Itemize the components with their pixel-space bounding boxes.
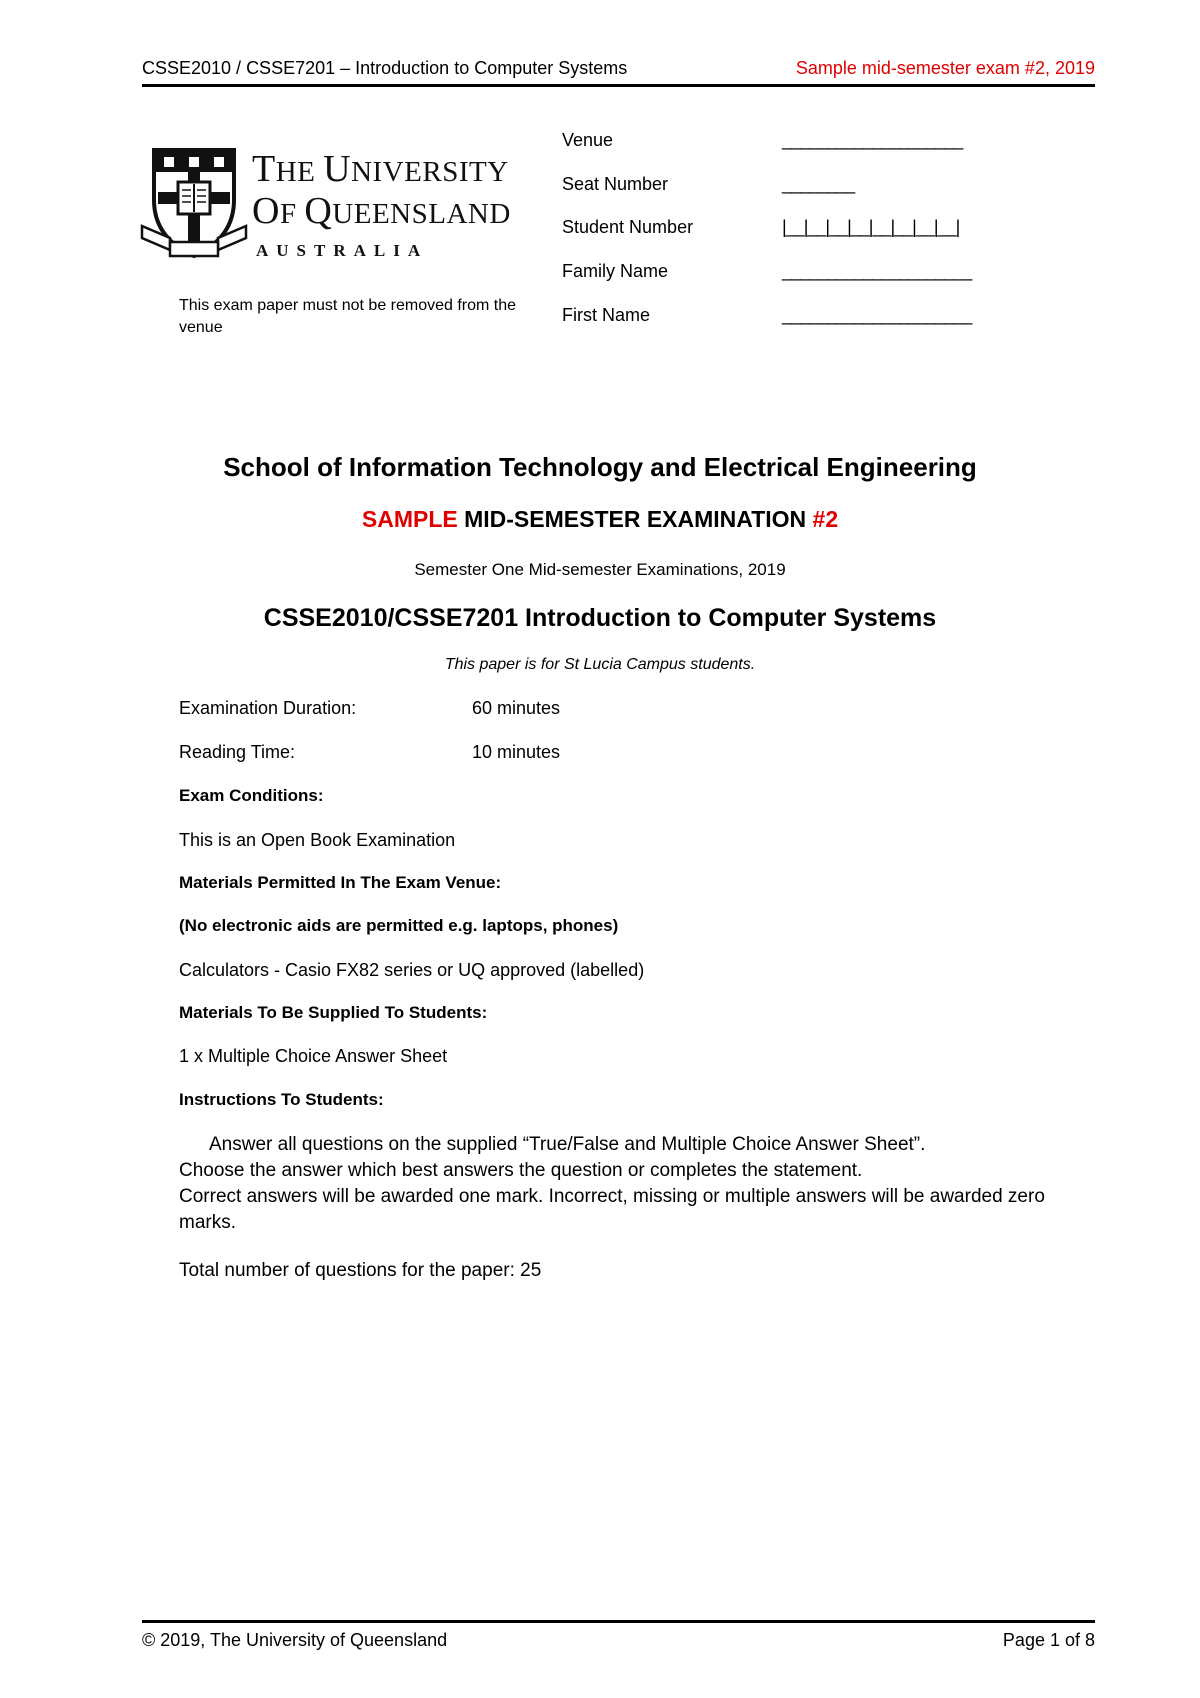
instruction-total: Total number of questions for the paper: 25 bbox=[179, 1260, 542, 1281]
field-blank[interactable]: ____________________ bbox=[782, 130, 963, 150]
page-header bbox=[142, 58, 1095, 84]
field-label: Student Number bbox=[562, 217, 694, 237]
field-label: Venue bbox=[562, 130, 614, 150]
materials-permitted-note: (No electronic aids are permitted e.g. laptops, phones) bbox=[179, 916, 619, 935]
crest-icon bbox=[140, 146, 248, 262]
duration-label: Examination Duration: bbox=[179, 698, 357, 718]
instructions-body bbox=[179, 1132, 1049, 1284]
header-course-title: CSSE2010 / CSSE7201 – Introduction to Computer Systems bbox=[142, 58, 628, 78]
wordmark-line-3: AUSTRALIA bbox=[256, 241, 429, 260]
conditions-text: This is an Open Book Examination bbox=[179, 830, 456, 850]
reading-value: 10 minutes bbox=[472, 742, 561, 762]
field-blank[interactable]: ________ bbox=[782, 174, 855, 194]
field-label: Family Name bbox=[562, 261, 669, 281]
uq-logo bbox=[140, 146, 550, 276]
field-blank[interactable]: _____________________ bbox=[782, 261, 972, 281]
venue-field[interactable] bbox=[562, 130, 1062, 154]
header-rule bbox=[142, 84, 1095, 87]
field-label: First Name bbox=[562, 305, 651, 325]
footer-page-number: Page 1 of 8 bbox=[1002, 1630, 1095, 1650]
conditions-heading: Exam Conditions: bbox=[179, 786, 324, 805]
instruction-line: Correct answers will be awarded one mark. Incorrect, missing or multiple answers will be awarded zero marks. bbox=[179, 1186, 1045, 1233]
materials-supplied-text: 1 x Multiple Choice Answer Sheet bbox=[179, 1046, 448, 1066]
course-title: CSSE2010/CSSE7201 Introduction to Computer Systems bbox=[263, 604, 937, 632]
seat-number-field[interactable] bbox=[562, 174, 1062, 198]
materials-supplied-heading: Materials To Be Supplied To Students: bbox=[179, 1003, 488, 1022]
footer-rule bbox=[142, 1620, 1095, 1623]
duration-value: 60 minutes bbox=[472, 698, 561, 718]
wordmark-line-2: OF QUEENSLAND bbox=[252, 190, 511, 232]
school-name: School of Information Technology and Electrical Engineering bbox=[223, 452, 977, 482]
exam-title bbox=[0, 506, 1200, 533]
footer-copyright: © 2019, The University of Queensland bbox=[142, 1630, 448, 1650]
uq-wordmark bbox=[252, 150, 511, 259]
first-name-field[interactable] bbox=[562, 305, 1062, 329]
student-number-field[interactable] bbox=[562, 217, 1062, 241]
field-blank[interactable]: |__|__|__|__|__|__|__|__| bbox=[782, 217, 960, 237]
header-exam-label: Sample mid-semester exam #2, 2019 bbox=[795, 58, 1095, 78]
instructions-heading: Instructions To Students: bbox=[179, 1090, 384, 1109]
exam-title-sample: SAMPLE bbox=[361, 506, 458, 532]
field-blank[interactable]: _____________________ bbox=[782, 305, 972, 325]
exam-title-number: #2 bbox=[812, 506, 839, 532]
campus-note: This paper is for St Lucia Campus students. bbox=[444, 656, 756, 673]
semester-line: Semester One Mid-semester Examinations, 2019 bbox=[414, 560, 786, 579]
exam-title-middle: MID-SEMESTER EXAMINATION bbox=[457, 506, 813, 532]
wordmark-line-1: THE UNIVERSITY bbox=[252, 148, 509, 190]
removal-note: This exam paper must not be removed from the venue bbox=[179, 297, 517, 336]
materials-permitted-text: Calculators - Casio FX82 series or UQ approved (labelled) bbox=[179, 960, 645, 980]
family-name-field[interactable] bbox=[562, 261, 1062, 285]
materials-permitted-heading: Materials Permitted In The Exam Venue: bbox=[179, 873, 502, 892]
instruction-line: Answer all questions on the supplied “True/False and Multiple Choice Answer Sheet”. bbox=[209, 1134, 926, 1155]
reading-label: Reading Time: bbox=[179, 742, 296, 762]
instruction-line: Choose the answer which best answers the question or completes the statement. bbox=[179, 1160, 863, 1181]
field-label: Seat Number bbox=[562, 174, 669, 194]
